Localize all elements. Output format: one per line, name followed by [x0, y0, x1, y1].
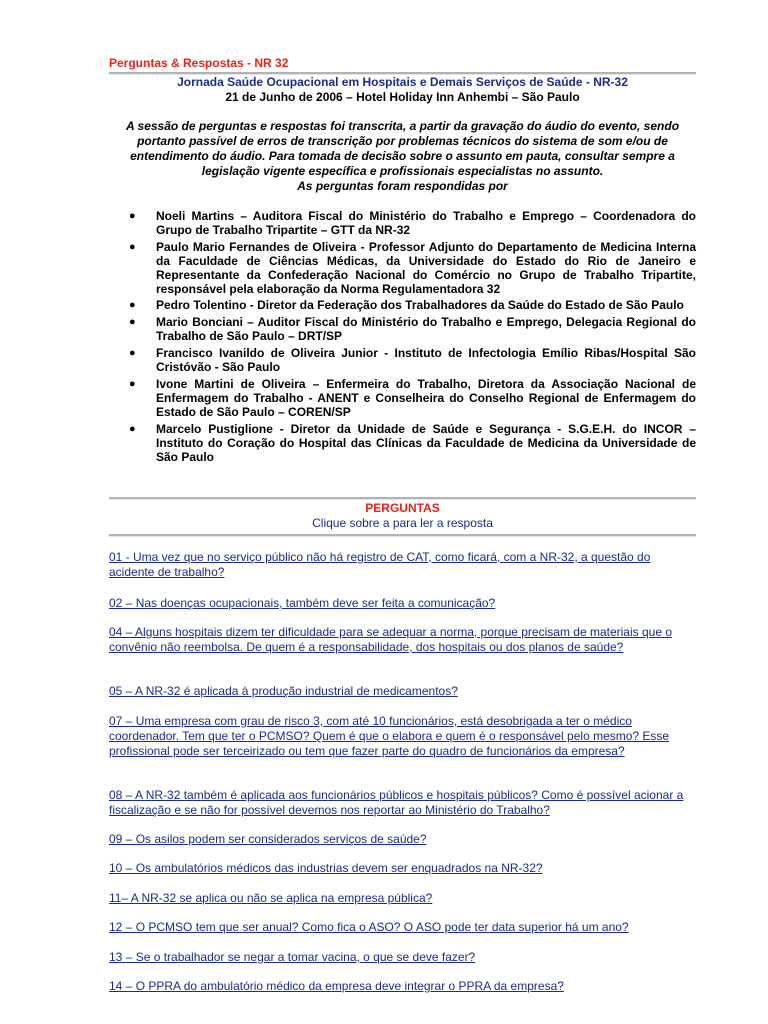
bullet-icon: ●: [129, 210, 136, 222]
question-link-12[interactable]: 12 – O PCMSO tem que ser anual? Como fica o ASO? O ASO pode ter data superior há um ano?: [109, 920, 629, 934]
question-link-01[interactable]: 01 - Uma vez que no serviço público não há registro de CAT, como ficará, com a NR-32, a questão do acidente de trabalho?: [109, 550, 651, 579]
bullet-icon: ●: [129, 316, 136, 329]
event-date: 21 de Junho de 2006 – Hotel Holiday Inn Anhembi – São Paulo: [225, 90, 580, 104]
perguntas-heading: PERGUNTAS: [365, 501, 440, 515]
question-link-14[interactable]: 14 – O PPRA do ambulatório médico da empresa deve integrar o PPRA da empresa?: [109, 979, 564, 993]
list-item: ● Ivone Martini de Oliveira – Enfermeira do Trabalho, Diretora da Associação Nacional de Enfermagem do Trabalho - ANENT e Conselheira do Conselho Regional de Enfermagem do Estado de São Paulo – COREN/SP: [129, 376, 696, 419]
list-item: ● Mario Bonciani – Auditor Fiscal do Ministério do Trabalho e Emprego, Delegacia Regional do Trabalho de São Paulo – DRT/SP: [129, 315, 696, 344]
question-link-09[interactable]: 09 – Os asilos podem ser considerados serviços de saúde?: [109, 832, 427, 846]
list-item: ● Pedro Tolentino - Diretor da Federação dos Trabalhadores da Saúde do Estado de São Paulo: [129, 298, 684, 313]
question-link-13[interactable]: 13 – Se o trabalhador se negar a tomar vacina, o que se deve fazer?: [109, 950, 476, 964]
bullet-icon: ●: [129, 377, 136, 390]
bullet-icon: ●: [129, 422, 136, 435]
divider-questions: [109, 534, 696, 537]
intro-disclaimer: A sessão de perguntas e respostas foi transcrita, a partir da gravação do áudio do evento, sendo portanto passível de erros de transcrição por problemas técnicos do sistema de som e/ou de entendimento do áudio. Para tomada de decisão sobre o assunto em pauta, consultar sempre a legislação vigente específica e profissionais especialistas no assunto.: [125, 119, 680, 178]
bullet-icon: ●: [129, 347, 136, 360]
question-link-08[interactable]: 08 – A NR-32 também é aplicada aos funcionários públicos e hospitais públicos? Como é possível acionar a fiscalização e se não for possível devemos nos reportar ao Ministério do Trabalho?: [109, 788, 684, 817]
bullet-icon: ●: [129, 240, 136, 253]
question-link-11[interactable]: 11– A NR-32 se aplica ou não se aplica na empresa pública?: [109, 891, 433, 905]
list-item: ● Noeli Martins – Auditora Fiscal do Ministério do Trabalho e Emprego – Coordenadora do Grupo de Trabalho Tripartite – GTT da NR-32: [129, 209, 696, 237]
question-link-04[interactable]: 04 – Alguns hospitais dizem ter dificuldade para se adequar a norma, porque precisam de materiais que o convênio não reembolsa. De quem é a responsabilidade, dos hospitais ou dos planos de saúde?: [109, 625, 672, 654]
document-title: Perguntas & Respostas - NR 32: [109, 56, 289, 70]
perguntas-instruction: Clique sobre a para ler a resposta: [312, 516, 493, 530]
list-item: ● Marcelo Pustiglione - Diretor da Unidade de Saúde e Segurança - S.G.E.H. do INCOR – Instituto do Coração do Hospital das Clínicas da Faculdade de Medicina da Universidade de São Paulo: [129, 421, 696, 464]
list-item: ● Francisco Ivanildo de Oliveira Junior - Instituto de Infectologia Emílio Ribas/Hospital São Cristóvão - São Paulo: [129, 346, 696, 375]
bullet-icon: ●: [129, 299, 136, 312]
respondents-list: [109, 210, 696, 467]
event-subtitle: Jornada Saúde Ocupacional em Hospitais e Demais Serviços de Saúde - NR-32: [177, 75, 628, 89]
question-link-05[interactable]: 05 – A NR-32 é aplicada à produção industrial de medicamentos?: [109, 684, 458, 698]
divider-perguntas: [109, 497, 696, 500]
question-link-10[interactable]: 10 – Os ambulatórios médicos das industrias devem ser enquadrados na NR-32?: [109, 861, 543, 875]
answered-by-label: As perguntas foram respondidas por: [297, 179, 508, 193]
intro-note-block: [109, 119, 696, 194]
list-item: ● Paulo Mario Fernandes de Oliveira - Professor Adjunto do Departamento de Medicina Interna da Faculdade de Ciências Médicas, da Universidade do Estado do Rio de Janeiro e Representante da Confederação Nacional do Comércio no Grupo de Trabalho Tripartite, responsável pela elaboração da Norma Regulamentadora 32: [129, 239, 696, 296]
question-link-02[interactable]: 02 – Nas doenças ocupacionais, também deve ser feita a comunicação?: [109, 596, 496, 610]
question-link-07[interactable]: 07 – Uma empresa com grau de risco 3, com até 10 funcionários, está desobrigada a ter o médico coordenador. Tem que ter o PCMSO? Quem é que o elabora e quem é o responsável pelo mesmo? Esse profissional pode ser terceirizado ou tem que fazer parte do quadro de funcionários da empresa?: [109, 714, 670, 758]
